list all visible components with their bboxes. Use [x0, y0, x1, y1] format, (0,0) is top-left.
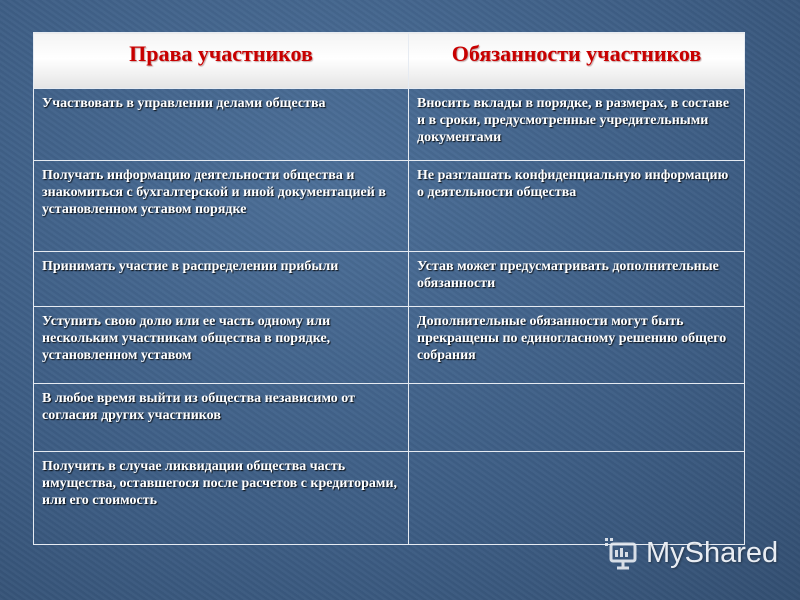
presentation-board-icon — [604, 535, 640, 571]
right-cell: Получить в случае ликвидации общества часть имущества, оставшегося после расчетов с кредиторами, или его стоимость — [34, 452, 409, 545]
right-cell: Принимать участие в распределении прибыли — [34, 251, 409, 306]
rights-duties-table — [33, 32, 745, 545]
header-duties: Обязанности участников — [409, 33, 745, 89]
right-cell: Уступить свою долю или ее часть одному или нескольким участникам общества в порядке, установленном уставом — [34, 307, 409, 384]
header-rights: Права участников — [34, 33, 409, 89]
duty-cell: Вносить вклады в порядке, в размерах, в составе и в сроки, предусмотренные учредительными документами — [409, 89, 745, 161]
duty-cell: Не разглашать конфиденциальную информацию о деятельности общества — [409, 160, 745, 251]
duty-cell: Устав может предусматривать дополнительные обязанности — [409, 251, 745, 306]
right-cell: Получать информацию деятельности общества и знакомиться с бухгалтерской и иной документацией в установленном уставом порядке — [34, 160, 409, 251]
table-row — [34, 89, 745, 161]
watermark-text: MyShared — [646, 536, 779, 569]
duty-cell-empty — [409, 383, 745, 452]
table-row — [34, 160, 745, 251]
table-row — [34, 251, 745, 306]
table-header-row — [34, 33, 745, 89]
right-cell: В любое время выйти из общества независимо от согласия других участников — [34, 383, 409, 452]
duty-cell: Дополнительные обязанности могут быть прекращены по единогласному решению общего собрания — [409, 307, 745, 384]
myshared-watermark — [604, 535, 778, 571]
table-row — [34, 452, 745, 545]
table-row — [34, 383, 745, 452]
right-cell: Участвовать в управлении делами общества — [34, 89, 409, 161]
table-row — [34, 307, 745, 384]
duty-cell-empty — [409, 452, 745, 545]
